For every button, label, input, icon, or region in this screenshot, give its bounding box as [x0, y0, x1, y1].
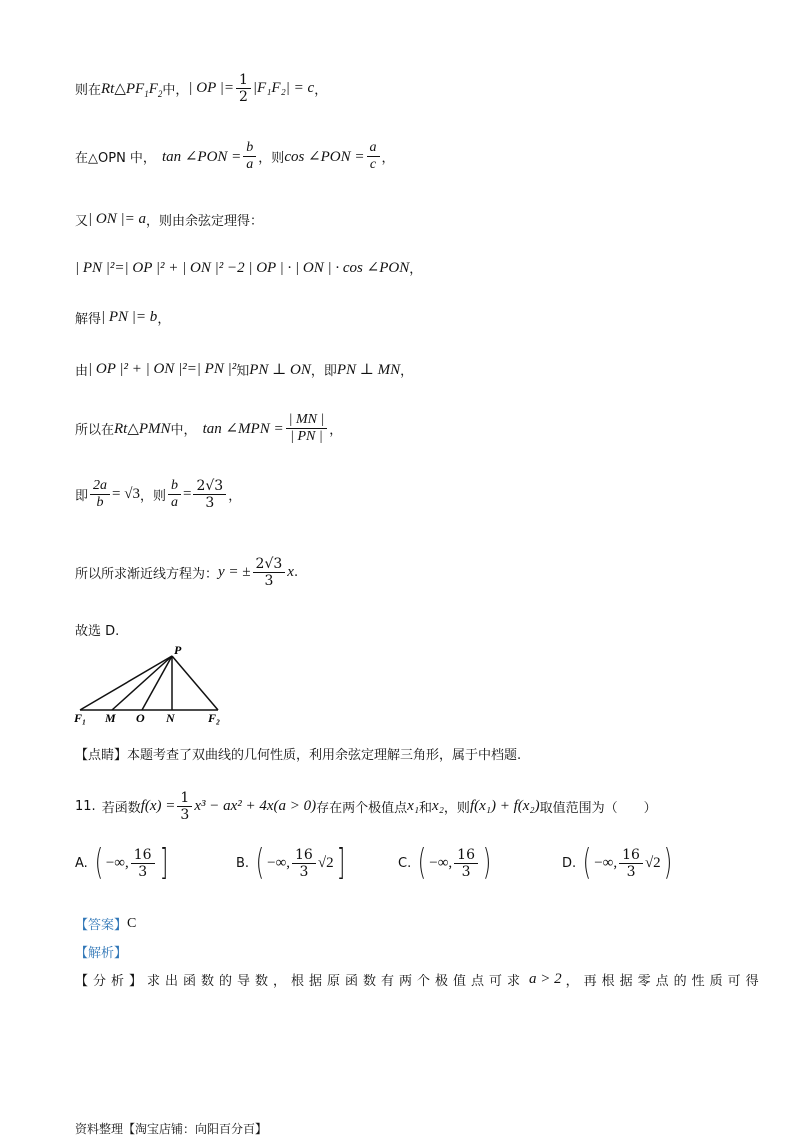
num: a [367, 140, 380, 157]
text: ， [329, 423, 343, 438]
num: 1 [236, 72, 251, 89]
math: f(x₁) + f(x₂) [469, 798, 540, 814]
math: | ON |= a [88, 211, 146, 227]
den: 3 [180, 807, 190, 823]
fraction [454, 847, 478, 880]
line-4 [75, 258, 422, 277]
line-2 [75, 140, 395, 173]
label-p: P [174, 643, 182, 657]
num: 16 [619, 847, 643, 864]
choice-d[interactable] [562, 842, 675, 883]
sub: 1 [144, 88, 149, 99]
text: 中， [162, 83, 189, 98]
text: 若函数 [101, 801, 141, 816]
math: tan ∠MPN = [202, 421, 284, 437]
bracket: ( [94, 842, 104, 883]
choice-label: D. [562, 855, 577, 871]
fraction [90, 478, 110, 511]
math: | OP |= [188, 80, 234, 96]
analysis [75, 942, 127, 961]
den: 3 [461, 863, 471, 880]
num: 2√3 [253, 556, 286, 573]
analysis-text [75, 970, 764, 989]
text: ，再根据零点的性质可得 [565, 974, 764, 989]
fraction [367, 140, 380, 173]
math [101, 79, 162, 99]
fraction [292, 847, 316, 880]
bracket: ( [582, 842, 592, 883]
answer-value: C [127, 915, 137, 931]
math: a > 2 [529, 971, 562, 987]
text: . [293, 565, 299, 580]
bracket: ] [159, 842, 168, 883]
den: a [170, 495, 178, 510]
text: 所以所求渐近线方程为： [75, 567, 219, 582]
triangle-figure [70, 642, 230, 726]
footer: 资料整理【淘宝店铺：向阳百分百】 [75, 1122, 268, 1136]
text: 则在 [75, 83, 102, 98]
num: 1 [177, 790, 192, 807]
comment [75, 744, 521, 763]
choice-a[interactable] [75, 842, 171, 883]
den: 3 [264, 573, 274, 589]
math: cos ∠PON = [284, 149, 365, 165]
math: y = ± [218, 564, 251, 580]
den: 3 [299, 863, 309, 880]
text: 在△OPN 中， [75, 151, 156, 166]
math: = [182, 486, 192, 502]
text: ，则 [258, 151, 285, 166]
math: PN ⊥ MN [336, 362, 401, 378]
choice-label: A. [75, 855, 88, 871]
bracket: ( [418, 842, 427, 883]
label-f1: F₁ [74, 711, 87, 725]
num: b [168, 478, 181, 495]
num: 2√3 [193, 478, 226, 495]
comment-text: 【点睛】本题考查了双曲线的几何性质，利用余弦定理解三角形，属于中档题. [75, 748, 522, 763]
math: −∞, [429, 854, 453, 871]
text: 【分析】求出函数的导数，根据原函数有两个极值点可求 [75, 974, 526, 989]
bracket: ) [482, 842, 492, 883]
answer [75, 914, 136, 933]
line-1 [75, 72, 327, 105]
den: c [369, 157, 377, 172]
text: ，则 [443, 801, 470, 816]
text: 存在两个极值点 [316, 801, 408, 816]
den: 3 [205, 495, 215, 511]
math: tan ∠PON = [161, 149, 242, 165]
text: 和 [419, 801, 433, 816]
math: √2 [644, 854, 661, 871]
bracket: ( [255, 842, 265, 883]
question-11 [75, 790, 657, 823]
num: 16 [454, 847, 478, 864]
line-9 [75, 556, 298, 589]
math: √2 [317, 854, 334, 871]
line-3 [75, 210, 263, 229]
text: 解得 [75, 312, 102, 327]
line-6 [75, 360, 413, 379]
line-10 [75, 620, 119, 639]
text: 知 [236, 364, 250, 379]
text: 又 [75, 214, 89, 229]
math: x₁ [407, 798, 420, 814]
segment-pf2 [172, 656, 218, 710]
math: x [287, 564, 294, 580]
bracket: ] [336, 842, 345, 883]
question-number: 11. [75, 799, 96, 814]
label-f2: F₂ [208, 711, 221, 725]
label-n: N [166, 711, 175, 725]
math: x₂ [432, 798, 444, 814]
segment-pf1 [80, 656, 172, 710]
fraction [253, 556, 286, 589]
text: ，则由余弦定理得： [145, 214, 263, 229]
text: ， [381, 151, 395, 166]
num: 2a [90, 478, 110, 495]
num: | MN | [286, 412, 328, 429]
text: ， [314, 83, 328, 98]
math: Rt△PMN [114, 421, 171, 437]
answer-label: 【答案】 [75, 918, 128, 933]
text: 由 [75, 364, 89, 379]
num: 16 [292, 847, 316, 864]
analysis-label: 【解析】 [75, 946, 128, 961]
fraction [243, 140, 256, 173]
fraction [236, 72, 251, 105]
math: −∞, [105, 854, 129, 871]
math: x³ − ax² + 4x(a > 0) [194, 798, 317, 814]
num: 16 [131, 847, 155, 864]
text: ， [409, 262, 423, 277]
fraction [168, 478, 181, 511]
text: 中， [170, 423, 197, 438]
math: | PN |= b [101, 309, 158, 325]
fraction [177, 790, 192, 823]
fraction [286, 412, 328, 445]
math: = √3 [112, 486, 140, 502]
line-7 [75, 412, 342, 445]
line-5 [75, 308, 170, 327]
den: a [246, 157, 254, 172]
label-m: M [105, 711, 116, 725]
sub: 2 [157, 88, 163, 99]
math: f(x) = [140, 798, 176, 814]
text: ， [228, 489, 242, 504]
label-o: O [136, 711, 145, 725]
text: ， [157, 312, 171, 327]
choice-c[interactable] [398, 842, 494, 883]
text: ，则 [139, 489, 166, 504]
text: 故选 D. [75, 624, 120, 639]
choice-label: B. [236, 855, 250, 871]
fraction [193, 478, 226, 511]
num: b [243, 140, 256, 157]
math-text: F [148, 80, 158, 97]
text: ， [400, 364, 414, 379]
den: | PN | [290, 429, 323, 444]
line-8 [75, 478, 241, 511]
bracket: ) [663, 842, 672, 883]
den: b [96, 495, 104, 510]
math: −∞, [594, 854, 618, 871]
segment-pm [112, 656, 172, 710]
math: | OP |² + | ON |²=| PN |² [88, 361, 237, 377]
fraction [619, 847, 643, 880]
den: 3 [138, 863, 148, 880]
math-text: Rt△PF [101, 80, 145, 97]
den: 3 [626, 863, 636, 880]
text: 取值范围为（ ） [539, 801, 657, 816]
text: ，即 [310, 364, 337, 379]
choice-label: C. [398, 855, 412, 871]
choice-b[interactable] [236, 842, 348, 883]
math: | PN |²=| OP |² + | ON |² −2 | OP | · | ON | · cos ∠PON [75, 260, 410, 276]
text: 所以在 [75, 423, 115, 438]
den: 2 [239, 89, 248, 105]
math: |F₁F₂| = c [252, 80, 315, 96]
text: 即 [75, 489, 89, 504]
math: PN ⊥ ON [249, 362, 311, 378]
math: −∞, [267, 854, 291, 871]
fraction [131, 847, 155, 880]
